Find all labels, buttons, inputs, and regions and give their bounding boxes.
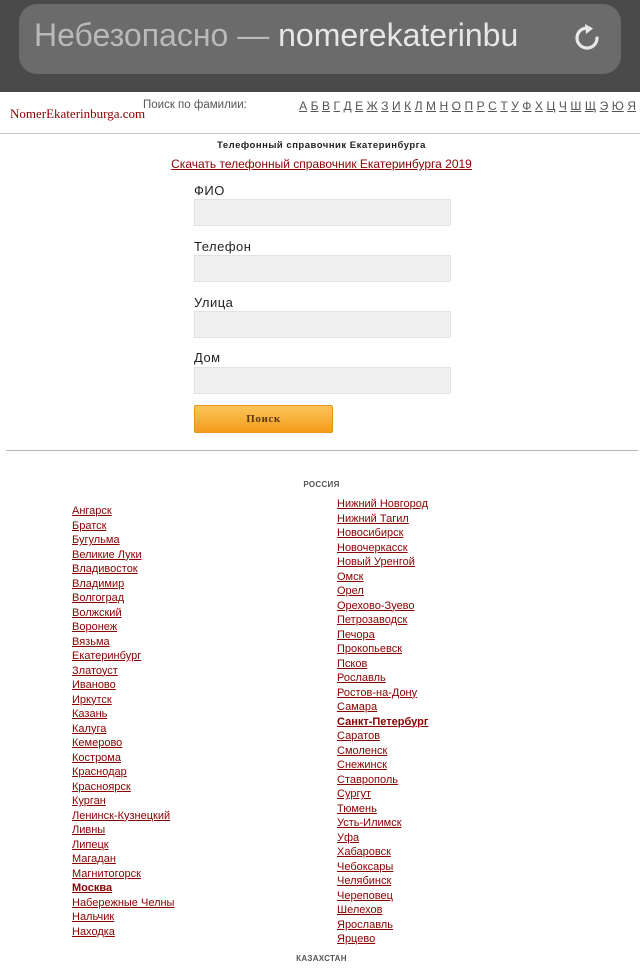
city-link[interactable]: Новочеркасск: [337, 541, 408, 554]
city-link[interactable]: Ставрополь: [337, 773, 399, 786]
site-logo[interactable]: NomerEkaterinburga.com: [10, 106, 146, 121]
city-item: [337, 613, 428, 628]
letter-link[interactable]: Ц: [546, 99, 556, 113]
letter-link[interactable]: Ф: [522, 99, 532, 113]
city-link[interactable]: Уфа: [337, 831, 360, 844]
city-item: [337, 570, 428, 585]
city-item: [72, 620, 174, 635]
city-item: [72, 519, 174, 534]
city-link[interactable]: Санкт-Петербург: [337, 715, 429, 728]
city-item: [337, 526, 428, 541]
city-link[interactable]: Снежинск: [337, 759, 387, 771]
city-link[interactable]: Прокопьевск: [337, 643, 403, 655]
city-link[interactable]: Иваново: [72, 679, 116, 691]
city-item: [72, 635, 174, 650]
city-link[interactable]: Тюмень: [337, 802, 377, 815]
city-item: [337, 584, 428, 599]
city-link[interactable]: Вязьма: [72, 635, 110, 648]
city-item: [337, 816, 428, 831]
city-item: [337, 773, 428, 788]
city-link[interactable]: Волжский: [72, 606, 122, 619]
city-list-right: [337, 497, 428, 947]
city-link[interactable]: Краснодар: [72, 766, 127, 778]
city-item: [72, 881, 174, 896]
city-item: [72, 765, 174, 780]
city-link[interactable]: Саратов: [337, 730, 381, 742]
city-item: [337, 729, 428, 744]
city-link[interactable]: Братск: [72, 519, 107, 532]
city-link[interactable]: Владимир: [72, 577, 125, 590]
city-item: [72, 722, 174, 737]
city-link[interactable]: Орел: [337, 585, 364, 597]
city-link[interactable]: Кострома: [72, 751, 121, 764]
city-link[interactable]: Ростов-на-Дону: [337, 686, 418, 699]
letter-link[interactable]: К: [404, 99, 412, 113]
city-link[interactable]: Новый Уренгой: [337, 556, 415, 568]
city-link[interactable]: Курган: [72, 795, 106, 807]
city-link[interactable]: Нижний Новгород: [337, 498, 429, 510]
city-link[interactable]: Златоуст: [72, 664, 118, 677]
letter-link[interactable]: А: [299, 99, 308, 113]
address-text: [34, 17, 554, 54]
street-label: Улица: [194, 295, 234, 310]
address-bar[interactable]: [19, 4, 621, 74]
city-item: [337, 541, 428, 556]
city-item: [72, 780, 174, 795]
directory-title: Телефонный справочник Екатеринбурга: [217, 140, 426, 151]
city-list-left: [72, 504, 174, 939]
city-item: [337, 889, 428, 904]
letter-link[interactable]: В: [321, 99, 330, 113]
city-item: [72, 678, 174, 693]
city-link[interactable]: Смоленск: [337, 744, 388, 757]
city-link[interactable]: Воронеж: [72, 621, 118, 633]
city-link[interactable]: Казань: [72, 708, 108, 720]
city-item: [72, 736, 174, 751]
house-label: Дом: [194, 350, 221, 365]
city-item: [72, 838, 174, 853]
city-link[interactable]: Кемерово: [72, 737, 123, 749]
street-input[interactable]: [194, 311, 451, 338]
city-link[interactable]: Липецк: [72, 838, 109, 851]
letter-link[interactable]: П: [464, 99, 474, 113]
surname-search-label: Поиск по фамилии:: [143, 99, 247, 111]
browser-toolbar: [0, 0, 640, 92]
letter-link[interactable]: О: [451, 99, 462, 113]
city-link[interactable]: Ливны: [72, 824, 106, 836]
city-item: [337, 671, 428, 686]
letter-link[interactable]: И: [392, 99, 401, 113]
letter-link[interactable]: Ш: [570, 99, 582, 113]
city-item: [337, 512, 428, 527]
phone-input[interactable]: [194, 255, 451, 282]
city-link[interactable]: Самара: [337, 701, 378, 713]
city-link[interactable]: Ленинск-Кузнецкий: [72, 809, 171, 822]
city-link[interactable]: Сургут: [337, 788, 371, 800]
city-item: [337, 555, 428, 570]
city-link[interactable]: Магадан: [72, 853, 116, 865]
city-item: [337, 802, 428, 817]
letter-link[interactable]: Д: [343, 99, 352, 113]
city-item: [337, 787, 428, 802]
letter-link[interactable]: Р: [476, 99, 485, 113]
letter-link[interactable]: Л: [414, 99, 423, 113]
city-item: [72, 577, 174, 592]
download-directory-link[interactable]: Скачать телефонный справочник Екатеринбурга 2019: [171, 157, 472, 171]
kazakhstan-section-title: КАЗАХСТАН: [296, 954, 347, 963]
city-item: [72, 562, 174, 577]
letter-link[interactable]: Е: [355, 99, 364, 113]
reload-icon[interactable]: [570, 21, 604, 55]
city-item: [337, 686, 428, 701]
city-link[interactable]: Нальчик: [72, 911, 115, 923]
city-item: [337, 932, 428, 947]
letter-link[interactable]: Ю: [611, 99, 624, 113]
city-item: [337, 628, 428, 643]
city-link[interactable]: Череповец: [337, 889, 393, 902]
city-item: [337, 860, 428, 875]
alphabet-nav: [256, 99, 636, 113]
city-item: [337, 918, 428, 933]
city-item: [72, 504, 174, 519]
city-item: [72, 591, 174, 606]
city-item: [72, 910, 174, 925]
city-item: [337, 700, 428, 715]
city-link[interactable]: Великие Луки: [72, 548, 142, 561]
city-link[interactable]: Владивосток: [72, 563, 138, 575]
letter-link[interactable]: Э: [599, 99, 609, 113]
city-item: [72, 606, 174, 621]
city-link[interactable]: Псков: [337, 657, 368, 670]
letter-link[interactable]: С: [488, 99, 497, 113]
letter-link[interactable]: Б: [310, 99, 319, 113]
name-label: ФИО: [194, 183, 225, 198]
city-link[interactable]: Ангарск: [72, 505, 112, 517]
city-item: [337, 715, 428, 730]
city-item: [337, 642, 428, 657]
city-item: [72, 533, 174, 548]
russia-section-title: РОССИЯ: [303, 480, 340, 489]
city-link[interactable]: Челябинск: [337, 875, 392, 887]
city-item: [72, 649, 174, 664]
letter-link[interactable]: Г: [333, 99, 340, 113]
city-item: [72, 664, 174, 679]
city-link[interactable]: Набережные Челны: [72, 896, 175, 909]
security-warning: Небезопасно —: [34, 17, 279, 53]
city-link[interactable]: Печора: [337, 628, 375, 641]
city-link[interactable]: Петрозаводск: [337, 614, 408, 626]
city-item: [337, 903, 428, 918]
city-link[interactable]: Усть-Илимск: [337, 817, 402, 829]
city-link[interactable]: Чебоксары: [337, 860, 394, 873]
city-item: [72, 693, 174, 708]
city-link[interactable]: Волгоград: [72, 592, 125, 604]
city-item: [337, 744, 428, 759]
name-input[interactable]: [194, 199, 451, 226]
city-link[interactable]: Калуга: [72, 722, 107, 735]
city-item: [337, 758, 428, 773]
letter-link[interactable]: Ж: [366, 99, 378, 113]
city-item: [72, 751, 174, 766]
house-input[interactable]: [194, 367, 451, 394]
letter-link[interactable]: Ч: [558, 99, 567, 113]
city-item: [72, 867, 174, 882]
city-item: [337, 599, 428, 614]
city-link[interactable]: Ярославль: [337, 918, 393, 931]
city-link[interactable]: Бугульма: [72, 534, 120, 546]
city-item: [337, 657, 428, 672]
city-item: [72, 852, 174, 867]
city-link[interactable]: Иркутск: [72, 693, 112, 706]
city-item: [72, 809, 174, 824]
city-item: [337, 497, 428, 512]
search-button[interactable]: Поиск: [194, 405, 333, 433]
site-header: [0, 92, 640, 134]
city-item: [72, 707, 174, 722]
city-link[interactable]: Новосибирск: [337, 527, 404, 539]
letter-link[interactable]: Т: [500, 99, 508, 113]
city-link[interactable]: Ярцево: [337, 933, 376, 945]
city-link[interactable]: Магнитогорск: [72, 867, 141, 880]
letter-link[interactable]: Щ: [584, 99, 597, 113]
city-item: [337, 831, 428, 846]
letter-link[interactable]: У: [511, 99, 519, 113]
letter-link[interactable]: М: [426, 99, 436, 113]
letter-link[interactable]: Н: [439, 99, 449, 113]
city-link[interactable]: Нижний Тагил: [337, 512, 409, 525]
phone-label: Телефон: [194, 239, 252, 254]
city-item: [72, 548, 174, 563]
city-item: [337, 874, 428, 889]
city-item: [337, 845, 428, 860]
city-item: [72, 823, 174, 838]
city-link[interactable]: Омск: [337, 570, 364, 583]
city-item: [72, 896, 174, 911]
city-link[interactable]: Находка: [72, 925, 115, 938]
city-link[interactable]: Хабаровск: [337, 846, 391, 858]
city-link[interactable]: Орехово-Зуево: [337, 599, 415, 612]
letter-link[interactable]: Х: [534, 99, 543, 113]
url-domain: nomerekaterinbu: [278, 17, 519, 53]
letter-link[interactable]: Я: [627, 99, 636, 113]
letter-link[interactable]: З: [381, 99, 389, 113]
city-link[interactable]: Екатеринбург: [72, 650, 142, 662]
city-link[interactable]: Рославль: [337, 672, 386, 684]
city-item: [72, 794, 174, 809]
divider: [6, 450, 638, 451]
city-link[interactable]: Шелехов: [337, 904, 383, 916]
city-link[interactable]: Красноярск: [72, 780, 131, 793]
city-link[interactable]: Москва: [72, 882, 113, 894]
city-item: [72, 925, 174, 940]
